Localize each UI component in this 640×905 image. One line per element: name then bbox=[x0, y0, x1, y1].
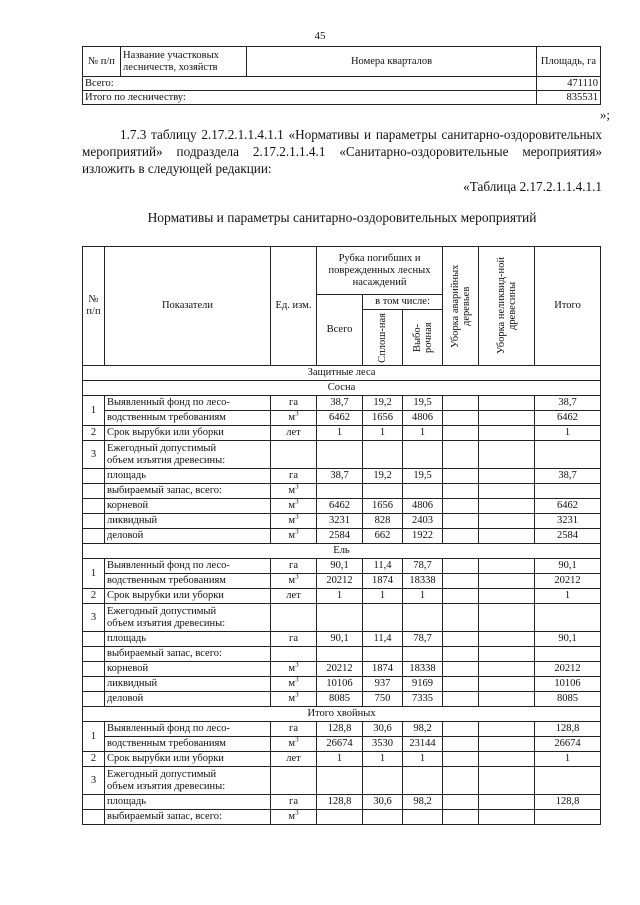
value-emergency bbox=[443, 396, 479, 411]
row-number bbox=[83, 677, 105, 692]
value-clear: 30,6 bbox=[363, 722, 403, 737]
value-itogo: 26674 bbox=[535, 737, 601, 752]
row-label: деловой bbox=[105, 529, 271, 544]
row-label-line: Ежегодный допустимый bbox=[107, 768, 217, 780]
value-itogo: 10106 bbox=[535, 677, 601, 692]
value-total: 90,1 bbox=[317, 559, 363, 574]
empty-cell bbox=[403, 604, 443, 632]
row-number bbox=[83, 632, 105, 647]
empty-cell bbox=[317, 441, 363, 469]
value-illiquid bbox=[479, 677, 535, 692]
unit-text: м bbox=[288, 693, 296, 704]
th-num: № п/п bbox=[83, 47, 121, 77]
unit bbox=[271, 484, 317, 499]
empty-cell bbox=[403, 767, 443, 795]
th-clear-cut: Сплош-ная bbox=[363, 310, 403, 366]
row-label: деловой bbox=[105, 692, 271, 707]
value-emergency bbox=[443, 662, 479, 677]
unit-text: м bbox=[288, 678, 296, 689]
unit-superscript: 3 bbox=[295, 572, 299, 581]
value-emergency bbox=[443, 795, 479, 810]
unit-superscript: 3 bbox=[295, 409, 299, 418]
empty-cell bbox=[363, 767, 403, 795]
value-total: 38,7 bbox=[317, 396, 363, 411]
row-label: корневой bbox=[105, 662, 271, 677]
value-clear: 662 bbox=[363, 529, 403, 544]
empty-cell bbox=[443, 810, 479, 825]
value-itogo: 20212 bbox=[535, 574, 601, 589]
empty-cell bbox=[535, 647, 601, 662]
row-number bbox=[83, 469, 105, 484]
value-selective: 4806 bbox=[403, 411, 443, 426]
empty-cell bbox=[403, 441, 443, 469]
value-itogo: 38,7 bbox=[535, 469, 601, 484]
value-emergency bbox=[443, 574, 479, 589]
unit-superscript: 3 bbox=[295, 690, 299, 699]
value-itogo: 6462 bbox=[535, 411, 601, 426]
unit: га bbox=[271, 396, 317, 411]
unit-text: м bbox=[288, 575, 296, 586]
row-label: Срок вырубки или уборки bbox=[105, 589, 271, 604]
value-itogo: 6462 bbox=[535, 499, 601, 514]
value-selective: 78,7 bbox=[403, 559, 443, 574]
value-clear: 19,2 bbox=[363, 469, 403, 484]
value-emergency bbox=[443, 559, 479, 574]
value-illiquid bbox=[479, 589, 535, 604]
unit-superscript: 3 bbox=[295, 512, 299, 521]
empty-cell bbox=[479, 604, 535, 632]
unit-text: м bbox=[288, 500, 296, 511]
empty-cell bbox=[479, 810, 535, 825]
amendment-paragraph: 1.7.3 таблицу 2.17.2.1.1.4.1.1 «Нормативы и параметры санитарно-оздоровительных мероприятий» подраздела 2.17.2.1.1.4.1 «Санитарно-оздоровительные мероприятия» изложить в следующей редакции: bbox=[82, 127, 602, 176]
value-illiquid bbox=[479, 469, 535, 484]
value-illiquid bbox=[479, 514, 535, 529]
empty-cell bbox=[535, 441, 601, 469]
value-emergency bbox=[443, 411, 479, 426]
empty-cell bbox=[317, 647, 363, 662]
unit-text: м bbox=[288, 738, 296, 749]
unit bbox=[271, 737, 317, 752]
value-selective: 23144 bbox=[403, 737, 443, 752]
th-unit: Ед. изм. bbox=[271, 247, 317, 366]
row-number: 1 bbox=[83, 559, 105, 589]
table-reference: «Таблица 2.17.2.1.1.4.1.1 bbox=[463, 179, 602, 194]
unit bbox=[271, 499, 317, 514]
unit: лет bbox=[271, 589, 317, 604]
empty-cell bbox=[271, 604, 317, 632]
value-emergency bbox=[443, 632, 479, 647]
empty-cell bbox=[535, 810, 601, 825]
value-total: 1 bbox=[317, 752, 363, 767]
row-number bbox=[83, 529, 105, 544]
value-clear: 1874 bbox=[363, 574, 403, 589]
th-quarters: Номера кварталов bbox=[247, 47, 537, 77]
empty-cell bbox=[317, 767, 363, 795]
group-name: Итого хвойных bbox=[83, 707, 601, 722]
value-selective: 18338 bbox=[403, 574, 443, 589]
unit: лет bbox=[271, 426, 317, 441]
th-total: Всего bbox=[317, 295, 363, 366]
unit bbox=[271, 677, 317, 692]
value-selective: 98,2 bbox=[403, 722, 443, 737]
row-label: водственным требованиям bbox=[105, 411, 271, 426]
value-illiquid bbox=[479, 574, 535, 589]
value-total: 128,8 bbox=[317, 795, 363, 810]
row-total-label: Всего: bbox=[83, 77, 537, 91]
empty-cell bbox=[535, 484, 601, 499]
value-clear: 11,4 bbox=[363, 632, 403, 647]
table-title: Нормативы и параметры санитарно-оздоровительных мероприятий bbox=[147, 210, 537, 225]
unit: га bbox=[271, 722, 317, 737]
empty-cell bbox=[363, 604, 403, 632]
row-label-line: Ежегодный допустимый bbox=[107, 605, 217, 617]
unit: га bbox=[271, 795, 317, 810]
value-selective: 1 bbox=[403, 426, 443, 441]
empty-cell bbox=[317, 810, 363, 825]
value-clear: 19,2 bbox=[363, 396, 403, 411]
value-total: 6462 bbox=[317, 499, 363, 514]
value-clear: 1 bbox=[363, 589, 403, 604]
value-illiquid bbox=[479, 411, 535, 426]
row-label: Срок вырубки или уборки bbox=[105, 752, 271, 767]
value-selective: 18338 bbox=[403, 662, 443, 677]
value-emergency bbox=[443, 752, 479, 767]
row-number: 1 bbox=[83, 722, 105, 752]
empty-cell bbox=[479, 484, 535, 499]
row-number: 2 bbox=[83, 752, 105, 767]
value-illiquid bbox=[479, 752, 535, 767]
row-label: ликвидный bbox=[105, 677, 271, 692]
value-clear: 1874 bbox=[363, 662, 403, 677]
row-label: корневой bbox=[105, 499, 271, 514]
value-illiquid bbox=[479, 499, 535, 514]
th-felling: Рубка погибших и поврежденных лесных насаждений bbox=[317, 247, 443, 295]
value-clear: 1656 bbox=[363, 411, 403, 426]
value-selective: 9169 bbox=[403, 677, 443, 692]
value-itogo: 1 bbox=[535, 589, 601, 604]
unit: га bbox=[271, 559, 317, 574]
row-label-line: Ежегодный допустимый bbox=[107, 442, 217, 454]
value-illiquid bbox=[479, 692, 535, 707]
value-clear: 1 bbox=[363, 752, 403, 767]
empty-cell bbox=[363, 484, 403, 499]
unit bbox=[271, 529, 317, 544]
unit-text: м bbox=[288, 412, 296, 423]
norms-table bbox=[82, 246, 601, 825]
row-number: 1 bbox=[83, 396, 105, 426]
value-itogo: 20212 bbox=[535, 662, 601, 677]
value-total: 38,7 bbox=[317, 469, 363, 484]
value-total: 8085 bbox=[317, 692, 363, 707]
unit-superscript: 3 bbox=[295, 527, 299, 536]
value-illiquid bbox=[479, 529, 535, 544]
unit-superscript: 3 bbox=[295, 735, 299, 744]
value-illiquid bbox=[479, 426, 535, 441]
value-selective: 19,5 bbox=[403, 396, 443, 411]
empty-cell bbox=[271, 441, 317, 469]
value-selective: 78,7 bbox=[403, 632, 443, 647]
row-label: площадь bbox=[105, 469, 271, 484]
row-number bbox=[83, 662, 105, 677]
value-emergency bbox=[443, 529, 479, 544]
row-label-line: объем изъятия древесины: bbox=[107, 780, 226, 792]
value-itogo: 1 bbox=[535, 426, 601, 441]
value-selective: 4806 bbox=[403, 499, 443, 514]
unit-superscript: 3 bbox=[295, 497, 299, 506]
value-itogo: 128,8 bbox=[535, 722, 601, 737]
row-label-line: объем изъятия древесины: bbox=[107, 454, 226, 466]
empty-cell bbox=[443, 441, 479, 469]
row-label: водственным требованиям bbox=[105, 737, 271, 752]
empty-cell bbox=[403, 810, 443, 825]
value-itogo: 2584 bbox=[535, 529, 601, 544]
th-emergency: Уборка аварийных деревьев bbox=[443, 247, 479, 366]
value-selective: 1922 bbox=[403, 529, 443, 544]
value-total: 6462 bbox=[317, 411, 363, 426]
value-emergency bbox=[443, 469, 479, 484]
unit-text: м bbox=[288, 485, 296, 496]
value-total: 2584 bbox=[317, 529, 363, 544]
unit-superscript: 3 bbox=[295, 808, 299, 817]
value-total: 128,8 bbox=[317, 722, 363, 737]
value-emergency bbox=[443, 499, 479, 514]
empty-cell bbox=[403, 484, 443, 499]
unit bbox=[271, 810, 317, 825]
unit: га bbox=[271, 632, 317, 647]
row-number bbox=[83, 795, 105, 810]
th-including: в том числе: bbox=[363, 295, 443, 310]
empty-cell bbox=[479, 647, 535, 662]
value-emergency bbox=[443, 692, 479, 707]
unit-superscript: 3 bbox=[295, 660, 299, 669]
value-selective: 19,5 bbox=[403, 469, 443, 484]
value-emergency bbox=[443, 589, 479, 604]
value-clear: 750 bbox=[363, 692, 403, 707]
value-clear: 1656 bbox=[363, 499, 403, 514]
th-selective: Выбо-рочная bbox=[403, 310, 443, 366]
unit bbox=[271, 514, 317, 529]
empty-cell bbox=[271, 767, 317, 795]
value-selective: 2403 bbox=[403, 514, 443, 529]
value-itogo: 1 bbox=[535, 752, 601, 767]
row-label bbox=[105, 767, 271, 795]
th-indicators: Показатели bbox=[105, 247, 271, 366]
value-clear: 828 bbox=[363, 514, 403, 529]
empty-cell bbox=[317, 604, 363, 632]
th-itogo: Итого bbox=[535, 247, 601, 366]
unit bbox=[271, 411, 317, 426]
unit-text: м bbox=[288, 811, 296, 822]
value-illiquid bbox=[479, 559, 535, 574]
section-protective: Защитные леса bbox=[83, 366, 601, 381]
th-name: Название участковых лесничеств, хозяйств bbox=[121, 47, 247, 77]
row-label: водственным требованиям bbox=[105, 574, 271, 589]
empty-cell bbox=[363, 810, 403, 825]
unit-superscript: 3 bbox=[295, 482, 299, 491]
value-total: 20212 bbox=[317, 574, 363, 589]
row-label: выбираемый запас, всего: bbox=[105, 647, 271, 662]
row-label: площадь bbox=[105, 632, 271, 647]
page-number: 45 bbox=[314, 30, 326, 42]
value-illiquid bbox=[479, 396, 535, 411]
row-forestry-label: Итого по лесничеству: bbox=[83, 91, 537, 105]
value-emergency bbox=[443, 722, 479, 737]
unit bbox=[271, 574, 317, 589]
value-illiquid bbox=[479, 662, 535, 677]
empty-cell bbox=[363, 441, 403, 469]
unit: лет bbox=[271, 752, 317, 767]
row-number: 3 bbox=[83, 767, 105, 795]
value-total: 90,1 bbox=[317, 632, 363, 647]
empty-cell bbox=[363, 647, 403, 662]
row-number bbox=[83, 810, 105, 825]
row-label: Выявленный фонд по лесо- bbox=[105, 559, 271, 574]
empty-cell bbox=[317, 484, 363, 499]
unit bbox=[271, 647, 317, 662]
empty-cell bbox=[443, 484, 479, 499]
empty-cell bbox=[403, 647, 443, 662]
th-illiquid: Уборка неликвид-ной древесины bbox=[479, 247, 535, 366]
value-illiquid bbox=[479, 722, 535, 737]
unit bbox=[271, 662, 317, 677]
summary-table bbox=[82, 46, 601, 105]
value-clear: 3530 bbox=[363, 737, 403, 752]
empty-cell bbox=[443, 767, 479, 795]
value-emergency bbox=[443, 426, 479, 441]
value-clear: 30,6 bbox=[363, 795, 403, 810]
value-total: 3231 bbox=[317, 514, 363, 529]
value-selective: 98,2 bbox=[403, 795, 443, 810]
row-number: 2 bbox=[83, 589, 105, 604]
row-number: 2 bbox=[83, 426, 105, 441]
quote-end: »; bbox=[599, 107, 610, 122]
value-itogo: 8085 bbox=[535, 692, 601, 707]
value-total: 1 bbox=[317, 589, 363, 604]
unit-superscript: 3 bbox=[295, 675, 299, 684]
row-total-value: 471110 bbox=[537, 77, 601, 91]
value-illiquid bbox=[479, 632, 535, 647]
row-label: площадь bbox=[105, 795, 271, 810]
row-label: Выявленный фонд по лесо- bbox=[105, 722, 271, 737]
unit-text: м bbox=[288, 530, 296, 541]
row-number bbox=[83, 514, 105, 529]
th-num: № п/п bbox=[83, 247, 105, 366]
value-total: 10106 bbox=[317, 677, 363, 692]
row-number bbox=[83, 647, 105, 662]
empty-cell bbox=[443, 647, 479, 662]
group-name: Ель bbox=[83, 544, 601, 559]
value-emergency bbox=[443, 514, 479, 529]
value-illiquid bbox=[479, 737, 535, 752]
row-number bbox=[83, 499, 105, 514]
row-label: выбираемый запас, всего: bbox=[105, 810, 271, 825]
value-clear: 937 bbox=[363, 677, 403, 692]
value-selective: 1 bbox=[403, 752, 443, 767]
row-number bbox=[83, 692, 105, 707]
group-name: Сосна bbox=[83, 381, 601, 396]
value-clear: 1 bbox=[363, 426, 403, 441]
value-emergency bbox=[443, 677, 479, 692]
row-label bbox=[105, 441, 271, 469]
value-selective: 1 bbox=[403, 589, 443, 604]
value-illiquid bbox=[479, 795, 535, 810]
value-itogo: 38,7 bbox=[535, 396, 601, 411]
value-clear: 11,4 bbox=[363, 559, 403, 574]
row-label: Выявленный фонд по лесо- bbox=[105, 396, 271, 411]
row-number bbox=[83, 484, 105, 499]
row-number: 3 bbox=[83, 441, 105, 469]
th-area: Площадь, га bbox=[537, 47, 601, 77]
row-label: ликвидный bbox=[105, 514, 271, 529]
empty-cell bbox=[479, 441, 535, 469]
unit bbox=[271, 692, 317, 707]
empty-cell bbox=[443, 604, 479, 632]
value-emergency bbox=[443, 737, 479, 752]
row-number: 3 bbox=[83, 604, 105, 632]
unit-text: м bbox=[288, 515, 296, 526]
value-total: 1 bbox=[317, 426, 363, 441]
value-total: 26674 bbox=[317, 737, 363, 752]
empty-cell bbox=[535, 767, 601, 795]
row-label-line: объем изъятия древесины: bbox=[107, 617, 226, 629]
row-label: выбираемый запас, всего: bbox=[105, 484, 271, 499]
row-label bbox=[105, 604, 271, 632]
empty-cell bbox=[535, 604, 601, 632]
value-itogo: 3231 bbox=[535, 514, 601, 529]
unit-text: м bbox=[288, 663, 296, 674]
value-itogo: 128,8 bbox=[535, 795, 601, 810]
value-itogo: 90,1 bbox=[535, 632, 601, 647]
empty-cell bbox=[479, 767, 535, 795]
value-itogo: 90,1 bbox=[535, 559, 601, 574]
row-forestry-value: 835531 bbox=[537, 91, 601, 105]
unit: га bbox=[271, 469, 317, 484]
row-label: Срок вырубки или уборки bbox=[105, 426, 271, 441]
value-selective: 7335 bbox=[403, 692, 443, 707]
value-total: 20212 bbox=[317, 662, 363, 677]
